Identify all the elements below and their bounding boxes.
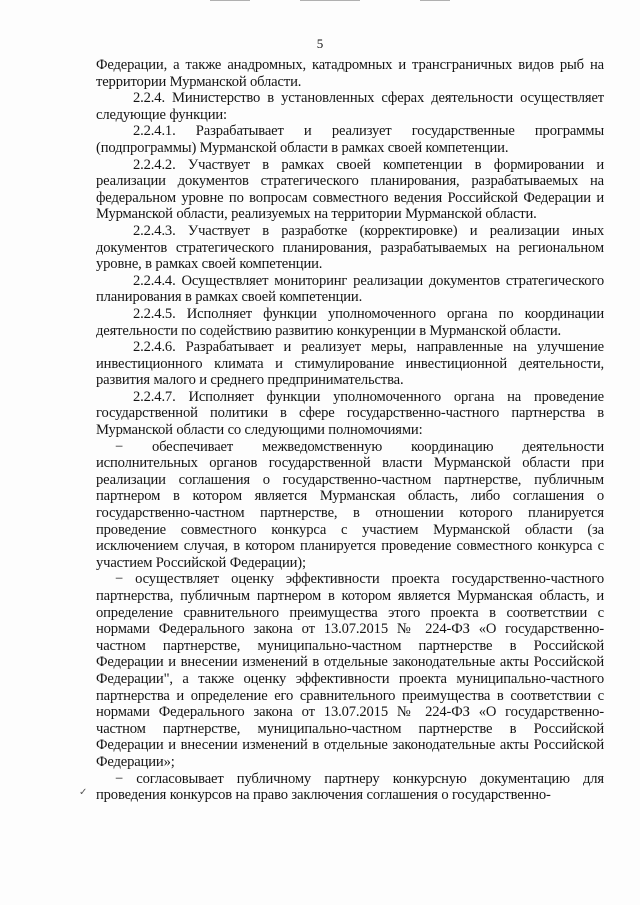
page-number: 5 [316, 36, 324, 51]
scan-artifact-line [420, 0, 450, 1]
paragraph-2-2-4-5: 2.2.4.5. Исполняет функции уполномоченного органа по координации деятельности по содействию развитию конкуренции в Мурманской области. [96, 305, 604, 339]
list-item-efficiency-assessment: − осуществляет оценку эффективности проекта государственно-частного партнерства, публичным партнером в котором является Мурманская область, и определение сравнительного преимущества этого проекта в соответствии с нормами Федерального закона от 13.07.2015 № 224-ФЗ «О государственно-частном партнерстве, муниципально-частном партнерстве в Российской Федерации и внесении изменений в отдельные законодательные акты Российской Федерации", а также оценку эффективности проекта муниципально-частного партнерства и определение его сравнительного преимущества в соответствии с нормами Федерального закона от 13.07.2015 № 224-ФЗ «О государственно-частном партнерстве, муниципально-частном партнерстве в Российской Федерации и внесении изменений в отдельные законодательные акты Российской Федерации»; [96, 571, 604, 770]
paragraph-continuation: Федерации, а также анадромных, катадромных и трансграничных видов рыб на территории Мурманской области. [96, 57, 604, 90]
margin-check-mark: ✓ [79, 787, 88, 798]
paragraph-2-2-4-2: 2.2.4.2. Участвует в рамках своей компетенции в формировании и реализации документов стратегического планирования, разрабатываемых на федеральном уровне по вопросам совместного ведения Российской Федерации и Мурманской области, реализуемых на территории Мурманской области. [96, 156, 604, 223]
paragraph-2-2-4-1: 2.2.4.1. Разрабатывает и реализует государственные программы (подпрограммы) Мурманской области в рамках своей компетенции. [96, 123, 604, 156]
list-item-tender-documentation: − согласовывает публичному партнеру конкурсную документацию для проведения конкурсов на право заключения соглашения о государственно- [96, 770, 604, 804]
list-item-coordination: − обеспечивает межведомственную координацию деятельности исполнительных органов государственной власти Мурманской области при реализации соглашения о государственно-частном партнерстве, публичным партнером в котором является Мурманская область, либо соглашения о государственно-частном партнерстве, в отношении которого планируется проведение совместного конкурса с участием Мурманской области (за исключением случая, в котором планируется проведение совместного конкурса с участием Российской Федерации); [96, 438, 604, 571]
paragraph-2-2-4: 2.2.4. Министерство в установленных сферах деятельности осуществляет следующие функции: [96, 90, 604, 123]
paragraph-2-2-4-4: 2.2.4.4. Осуществляет мониторинг реализации документов стратегического планирования в рамках своей компетенции. [96, 272, 604, 306]
paragraph-2-2-4-7: 2.2.4.7. Исполняет функции уполномоченного органа на проведение государственной политики в сфере государственно-частного партнерства в Мурманской области со следующими полномочиями: [96, 388, 604, 439]
paragraph-2-2-4-3: 2.2.4.3. Участвует в разработке (корректировке) и реализации иных документов стратегического планирования, разрабатываемых на региональном уровне, в рамках своей компетенции. [96, 222, 604, 273]
scan-artifact-line [300, 0, 360, 1]
scan-artifact-line [210, 0, 250, 1]
document-body [96, 57, 604, 804]
paragraph-2-2-4-6: 2.2.4.6. Разрабатывает и реализует меры, направленные на улучшение инвестиционного климата и стимулирование инвестиционной деятельности, развития малого и среднего предпринимательства. [96, 339, 604, 389]
